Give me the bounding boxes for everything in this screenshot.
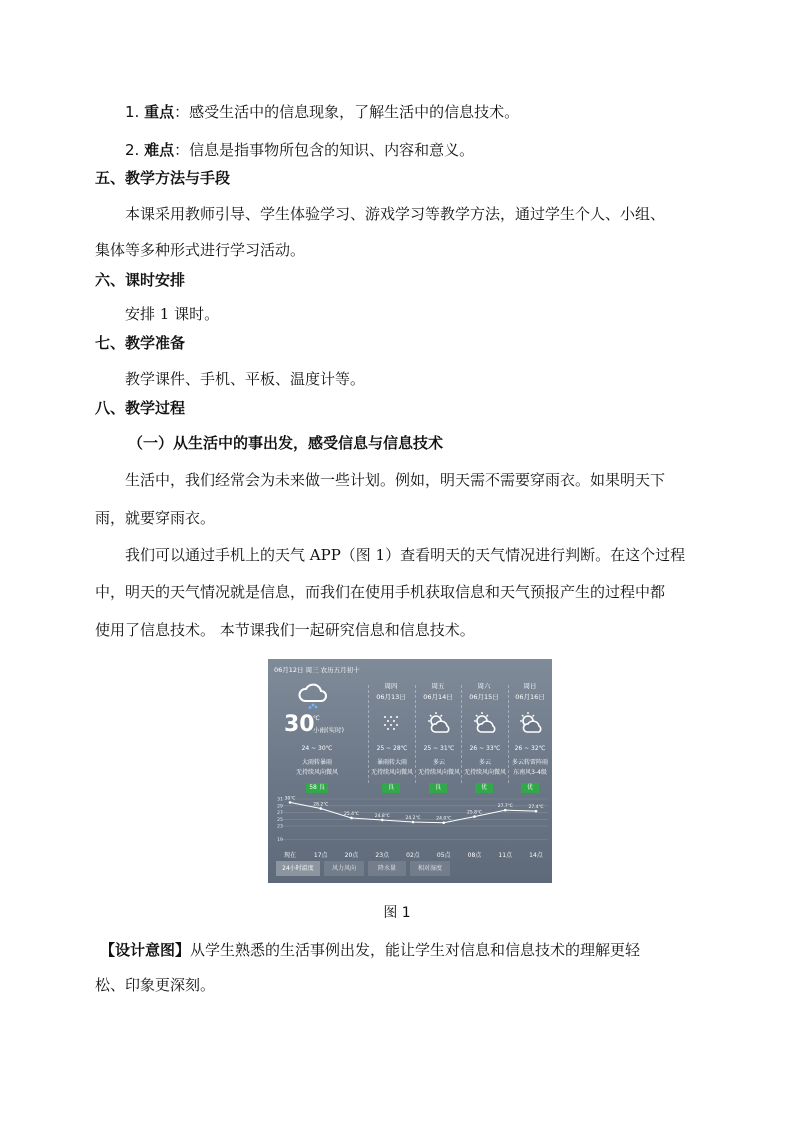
x-tick-label: 02点 <box>406 852 420 859</box>
weather-app-screenshot <box>268 659 552 883</box>
heading-6: 六、课时安排 <box>95 271 186 289</box>
day-date: 06月16日 <box>515 693 545 701</box>
x-tick-label: 11点 <box>498 852 513 859</box>
data-point <box>350 817 353 820</box>
y-tick-label: 27 <box>277 811 283 817</box>
data-label: 25.4℃ <box>343 811 360 817</box>
paragraph-preparation: 教学课件、手机、平板、温度计等。 <box>125 370 366 388</box>
day-name: 周六 <box>477 682 491 690</box>
data-point <box>504 809 507 812</box>
day-range: 26 ~ 32℃ <box>514 745 546 752</box>
day-wind: 东南风3-4级 <box>513 769 547 776</box>
x-tick-label: 23点 <box>375 852 390 859</box>
day-desc: 暴雨转大雨 <box>376 759 407 766</box>
day-aqi-badge: 良 <box>429 783 447 793</box>
design-intent-2: 松、印象更深刻。 <box>95 976 216 994</box>
data-point <box>535 810 538 813</box>
data-label: 28.2℃ <box>313 802 329 808</box>
design-intent-text: 从学生熟悉的生活事例出发，能让学生对信息和信息技术的理解更轻 <box>190 941 641 959</box>
list-number: 1. <box>125 103 140 121</box>
day-aqi-badge: 优 <box>521 783 539 793</box>
day-date: 06月15日 <box>469 693 499 701</box>
y-tick-label: 29 <box>277 804 283 810</box>
list-number: 2. <box>125 141 140 159</box>
today-range: 24 ~ 30℃ <box>301 745 333 752</box>
paragraph-life-1: 生活中，我们经常会为未来做一些计划。例如，明天需不需要穿雨衣。如果明天下 <box>125 471 666 489</box>
subheading-1: （一）从生活中的事出发，感受信息与信息技术 <box>128 434 444 452</box>
paragraph-method-1: 本课采用教师引导、学生体验学习、游戏学习等教学方法，通过学生个人、小组、 <box>125 205 666 223</box>
design-intent-label: 【设计意图】 <box>100 941 191 959</box>
y-tick-label: 19 <box>277 838 283 844</box>
y-tick-label: 23 <box>277 824 283 830</box>
design-intent-1 <box>100 940 640 960</box>
figure-caption: 图 1 <box>383 905 411 921</box>
partly-cloudy-icon <box>517 711 545 735</box>
key-point-text: ：感受生活中的信息现象，了解生活中的信息技术。 <box>174 103 520 121</box>
paragraph-app-3: 使用了信息技术。 本节课我们一起研究信息和信息技术。 <box>95 621 475 639</box>
y-tick-label: 31 <box>277 797 283 803</box>
tab-wind[interactable]: 风力风向 <box>324 861 364 876</box>
day-range: 25 ~ 31℃ <box>423 745 455 752</box>
point-1 <box>125 102 519 122</box>
data-point <box>319 807 322 810</box>
partly-cloudy-icon <box>471 711 499 735</box>
today-aqi-badge: 58 良 <box>306 783 328 793</box>
rain-cloud-icon <box>297 683 329 709</box>
data-label: 24.0℃ <box>436 816 452 822</box>
weather-date: 06月12日 周三 农历五月初十 <box>274 666 360 674</box>
day-name: 周四 <box>384 682 398 690</box>
difficult-point-text: ：信息是指事物所包含的知识、内容和意义。 <box>174 141 475 159</box>
tab-24h-temperature[interactable]: 24小时温度 <box>276 861 320 876</box>
data-label: 24.2℃ <box>405 816 421 822</box>
heavy-rain-icon <box>381 714 401 734</box>
temperature-unit: ℃ <box>313 715 320 722</box>
day-date: 06月14日 <box>423 693 453 701</box>
x-tick-label: 05点 <box>436 852 451 859</box>
day-range: 25 ~ 28℃ <box>376 745 408 752</box>
day-range: 26 ~ 33℃ <box>469 745 501 752</box>
paragraph-app-2: 中，明天的天气情况就是信息，而我们在使用手机获取信息和天气预报产生的过程中都 <box>95 583 666 601</box>
day-desc: 多云 <box>478 759 491 766</box>
day-name: 周日 <box>523 682 537 690</box>
heading-8: 八、教学过程 <box>95 399 186 417</box>
today-wind: 无持续风向微风 <box>295 769 338 776</box>
data-label: 24.8℃ <box>374 813 390 819</box>
paragraph-life-2: 雨，就要穿雨衣。 <box>95 509 216 527</box>
day-aqi-badge: 良 <box>382 783 400 793</box>
point-2 <box>125 140 474 160</box>
day-date: 06月13日 <box>376 693 406 701</box>
data-point <box>412 821 415 824</box>
temperature-line-chart <box>268 791 552 869</box>
tab-precipitation[interactable]: 降水量 <box>368 861 406 876</box>
current-temperature: 30 <box>284 712 315 737</box>
day-wind: 无持续风向微风 <box>463 769 506 776</box>
day-name: 周五 <box>431 682 445 690</box>
day-wind: 无持续风向微风 <box>370 769 413 776</box>
chart-tabs <box>268 861 552 876</box>
x-tick-label: 14点 <box>529 852 543 859</box>
data-label: 27.7℃ <box>497 804 513 810</box>
heading-7: 七、教学准备 <box>95 334 186 352</box>
current-condition: 小雨(实时) <box>313 726 345 734</box>
data-label: 30℃ <box>284 796 296 802</box>
x-tick-label: 17点 <box>313 852 328 859</box>
day-desc: 多云转雷阵雨 <box>511 759 548 766</box>
data-point <box>381 819 384 822</box>
heading-5: 五、教学方法与手段 <box>95 169 231 187</box>
paragraph-schedule: 安排 1 课时。 <box>125 305 220 323</box>
x-tick-label: 现在 <box>283 852 297 859</box>
data-point <box>473 815 476 818</box>
x-tick-label: 08点 <box>467 852 482 859</box>
y-tick-label: 25 <box>277 817 283 823</box>
data-label: 27.4℃ <box>528 805 544 811</box>
day-aqi-badge: 优 <box>475 783 493 793</box>
difficult-point-label: 难点 <box>144 141 175 159</box>
data-point <box>289 801 292 804</box>
paragraph-app-1: 我们可以通过手机上的天气 APP（图 1）查看明天的天气情况进行判断。在这个过程 <box>125 546 686 564</box>
tab-humidity[interactable]: 相对湿度 <box>410 861 450 876</box>
today-desc: 大雨转暴雨 <box>301 759 332 766</box>
data-label: 25.8℃ <box>466 810 483 816</box>
partly-cloudy-icon <box>425 711 453 735</box>
data-point <box>442 821 445 824</box>
x-tick-label: 20点 <box>344 852 359 859</box>
day-wind: 无持续风向微风 <box>417 769 460 776</box>
day-desc: 多云 <box>432 759 445 766</box>
key-point-label: 重点 <box>144 103 175 121</box>
paragraph-method-2: 集体等多种形式进行学习活动。 <box>95 241 306 259</box>
